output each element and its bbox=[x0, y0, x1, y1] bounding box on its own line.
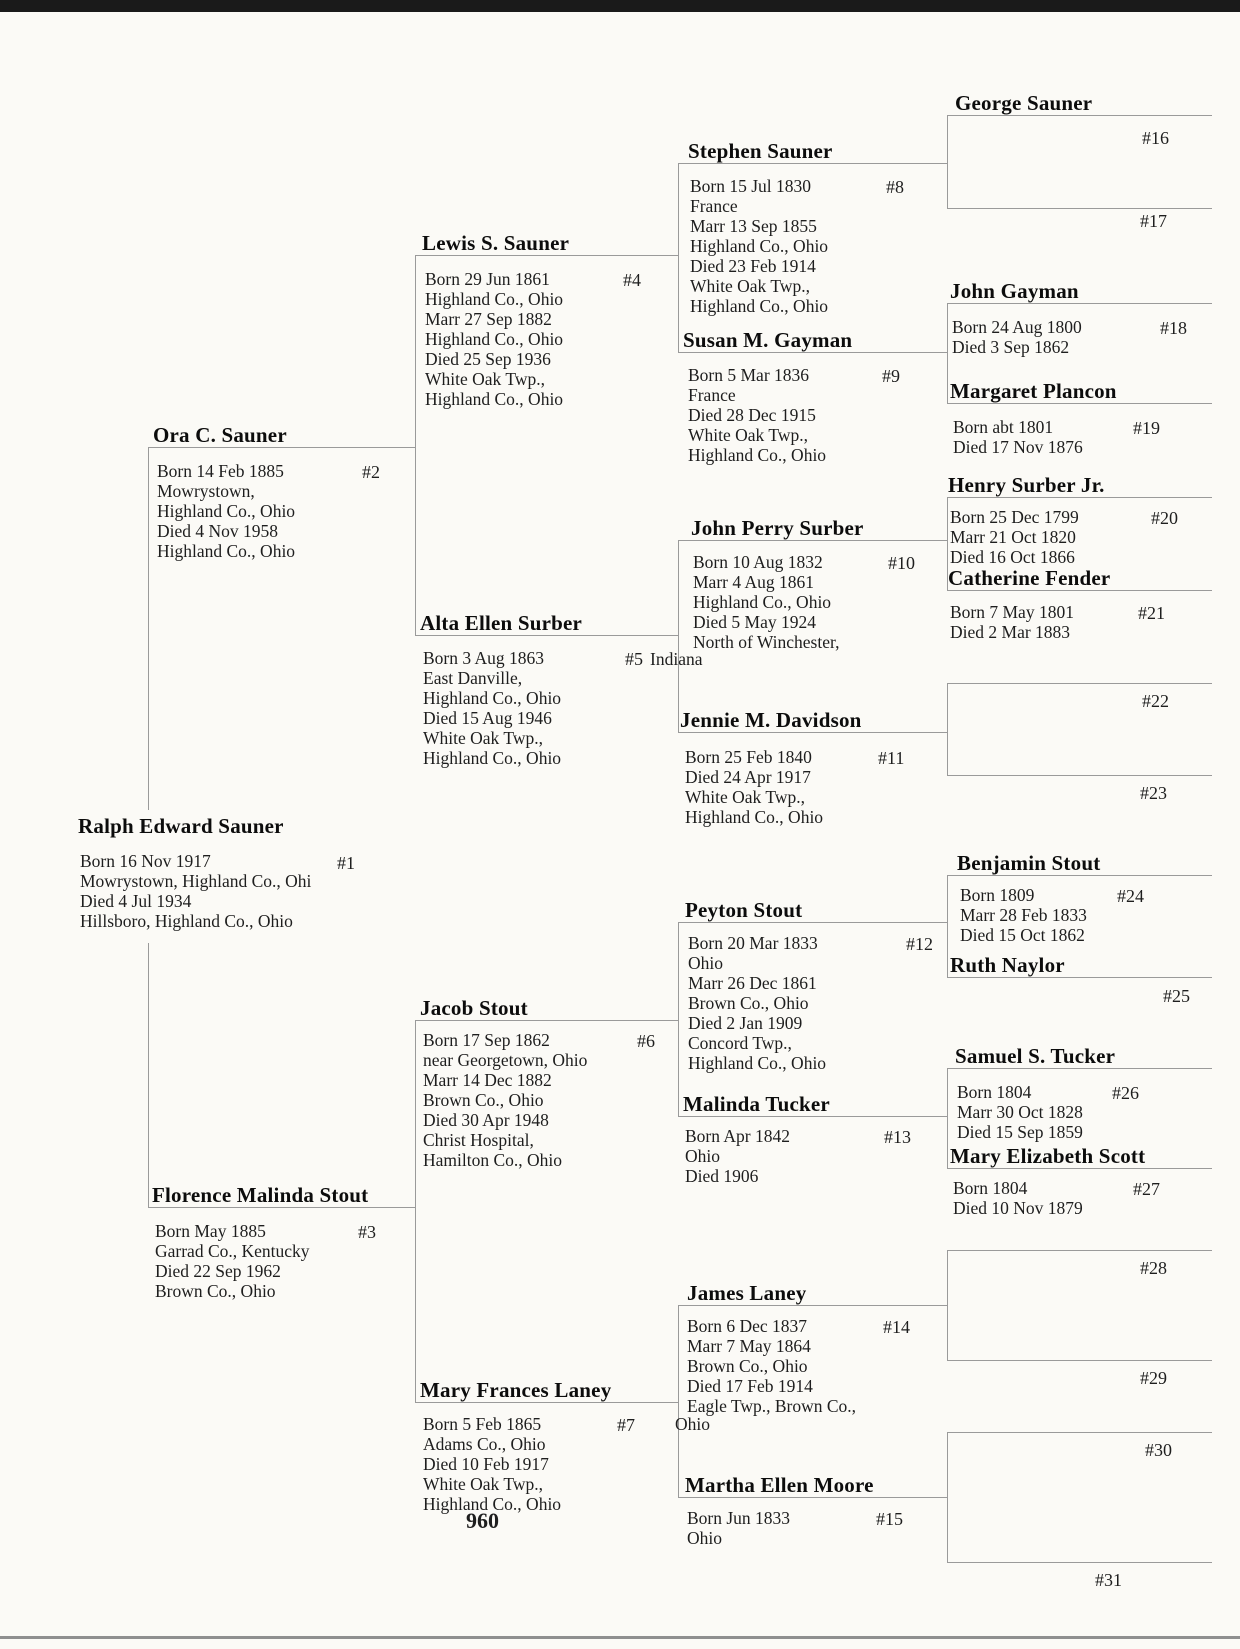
person-details: Ohio bbox=[675, 1414, 710, 1434]
person-number: #29 bbox=[1140, 1368, 1167, 1388]
tree-line bbox=[415, 1020, 416, 1402]
person-number: #3 bbox=[358, 1222, 376, 1242]
person-number: #28 bbox=[1140, 1258, 1167, 1278]
tree-line bbox=[947, 1432, 948, 1562]
person-details: Born 20 Mar 1833 Ohio Marr 26 Dec 1861 Brown Co., Ohio Died 2 Jan 1909 Concord Twp., Highland Co., Ohio bbox=[688, 933, 827, 1073]
tree-line bbox=[947, 1562, 1212, 1563]
person-number: #30 bbox=[1145, 1440, 1172, 1460]
person-details: Born 6 Dec 1837 Marr 7 May 1864 Brown Co., Ohio Died 17 Feb 1914 Eagle Twp., Brown Co., bbox=[687, 1316, 857, 1416]
person-details: Born Jun 1833 Ohio bbox=[687, 1508, 791, 1548]
person-details: Born 1809 Marr 28 Feb 1833 Died 15 Oct 1862 bbox=[960, 885, 1087, 945]
person-name: Florence Malinda Stout bbox=[152, 1183, 369, 1207]
person-details: Born 29 Jun 1861 Highland Co., Ohio Marr 27 Sep 1882 Highland Co., Ohio Died 25 Sep 1936 White Oak Twp., Highland Co., Ohio bbox=[425, 269, 564, 409]
tree-line bbox=[947, 1250, 1212, 1251]
person-number: #7 bbox=[617, 1415, 635, 1435]
person-name: Ruth Naylor bbox=[950, 953, 1065, 977]
person-name: John Gayman bbox=[950, 279, 1079, 303]
tree-line bbox=[678, 922, 679, 1116]
person-name: Mary Elizabeth Scott bbox=[950, 1144, 1146, 1168]
person-number: #24 bbox=[1117, 886, 1144, 906]
person-name: Ralph Edward Sauner bbox=[78, 814, 284, 838]
person-name: Peyton Stout bbox=[685, 898, 803, 922]
person-number: #8 bbox=[886, 177, 904, 197]
person-details: Born 15 Jul 1830 France Marr 13 Sep 1855 Highland Co., Ohio Died 23 Feb 1914 White Oak Twp., Highland Co., Ohio bbox=[690, 176, 829, 316]
tree-line bbox=[678, 540, 679, 732]
person-name: Lewis S. Sauner bbox=[422, 231, 570, 255]
person-number: #4 bbox=[623, 270, 641, 290]
page-number: 960 bbox=[466, 1508, 499, 1533]
person-name: Alta Ellen Surber bbox=[420, 611, 583, 635]
person-number: #2 bbox=[362, 462, 380, 482]
person-number: #21 bbox=[1138, 603, 1165, 623]
person-details: Born 7 May 1801 Died 2 Mar 1883 bbox=[950, 602, 1074, 642]
person-number: #10 bbox=[888, 553, 915, 573]
person-name: Margaret Plancon bbox=[950, 379, 1117, 403]
person-name: John Perry Surber bbox=[691, 516, 864, 540]
tree-line bbox=[947, 775, 1212, 776]
person-number: #13 bbox=[884, 1127, 911, 1147]
person-details: Born abt 1801 Died 17 Nov 1876 bbox=[953, 417, 1083, 457]
person-number: #18 bbox=[1160, 318, 1187, 338]
person-details: Born 14 Feb 1885 Mowrystown, Highland Co., Ohio Died 4 Nov 1958 Highland Co., Ohio bbox=[157, 461, 296, 561]
person-name: Martha Ellen Moore bbox=[685, 1473, 874, 1497]
person-name: Ora C. Sauner bbox=[153, 423, 287, 447]
person-name: Benjamin Stout bbox=[957, 851, 1101, 875]
tree-line bbox=[947, 303, 948, 403]
person-number: #16 bbox=[1142, 128, 1169, 148]
person-name: Henry Surber Jr. bbox=[948, 473, 1105, 497]
person-number: #27 bbox=[1133, 1179, 1160, 1199]
person-name: Jennie M. Davidson bbox=[680, 708, 862, 732]
tree-line bbox=[148, 943, 149, 1207]
person-number: #12 bbox=[906, 934, 933, 954]
person-details: Born 25 Dec 1799 Marr 21 Oct 1820 Died 16 Oct 1866 bbox=[950, 507, 1079, 567]
person-name: Malinda Tucker bbox=[683, 1092, 830, 1116]
person-number: #22 bbox=[1142, 691, 1169, 711]
person-number: #15 bbox=[876, 1509, 903, 1529]
person-number: #17 bbox=[1140, 211, 1167, 231]
person-number: #11 bbox=[878, 748, 905, 768]
tree-line bbox=[947, 115, 948, 208]
person-name: James Laney bbox=[687, 1281, 807, 1305]
tree-line bbox=[947, 208, 1212, 209]
person-number: #19 bbox=[1133, 418, 1160, 438]
person-name: Samuel S. Tucker bbox=[955, 1044, 1116, 1068]
tree-line bbox=[678, 1305, 679, 1497]
person-name: Catherine Fender bbox=[948, 566, 1111, 590]
person-number: #9 bbox=[882, 366, 900, 386]
tree-line bbox=[148, 447, 149, 810]
person-details: Born Apr 1842 Ohio Died 1906 bbox=[685, 1126, 790, 1186]
person-name: Stephen Sauner bbox=[688, 139, 833, 163]
person-name: Mary Frances Laney bbox=[420, 1378, 612, 1402]
tree-line bbox=[947, 1068, 948, 1168]
person-details: Born 1804 Marr 30 Oct 1828 Died 15 Sep 1859 bbox=[957, 1082, 1083, 1142]
person-details: Born 1804 Died 10 Nov 1879 bbox=[953, 1178, 1083, 1218]
person-number: #14 bbox=[883, 1317, 910, 1337]
person-details: Born 5 Mar 1836 France Died 28 Dec 1915 White Oak Twp., Highland Co., Ohio bbox=[688, 365, 827, 465]
tree-line bbox=[947, 1250, 948, 1360]
person-number: #20 bbox=[1151, 508, 1178, 528]
person-details: Born 3 Aug 1863 East Danville, Highland Co., Ohio Died 15 Aug 1946 White Oak Twp., Highland Co., Ohio bbox=[423, 648, 562, 768]
person-details: Born 16 Nov 1917 Mowrystown, Highland Co., Ohi Died 4 Jul 1934 Hillsboro, Highland Co., Ohio bbox=[80, 851, 312, 931]
person-name: George Sauner bbox=[955, 91, 1093, 115]
person-name: Susan M. Gayman bbox=[683, 328, 853, 352]
tree-line bbox=[947, 1432, 1212, 1433]
scan-edge-top bbox=[0, 0, 1240, 12]
person-number: #6 bbox=[637, 1031, 655, 1051]
person-number: #25 bbox=[1163, 986, 1190, 1006]
person-details: Born May 1885 Garrad Co., Kentucky Died 22 Sep 1962 Brown Co., Ohio bbox=[155, 1221, 310, 1301]
person-details: Born 17 Sep 1862 near Georgetown, Ohio Marr 14 Dec 1882 Brown Co., Ohio Died 30 Apr 1948 Christ Hospital, Hamilton Co., Ohio bbox=[423, 1030, 588, 1170]
person-number: #1 bbox=[337, 853, 355, 873]
person-name: Jacob Stout bbox=[420, 996, 528, 1020]
scan-edge-bottom bbox=[0, 1636, 1240, 1639]
person-details: Indiana bbox=[650, 649, 703, 669]
tree-line bbox=[947, 683, 948, 775]
person-details: Born 10 Aug 1832 Marr 4 Aug 1861 Highland Co., Ohio Died 5 May 1924 North of Winchester, bbox=[693, 552, 840, 652]
person-details: Born 5 Feb 1865 Adams Co., Ohio Died 10 Feb 1917 White Oak Twp., Highland Co., Ohio bbox=[423, 1414, 562, 1514]
tree-line bbox=[678, 163, 679, 352]
person-details: Born 24 Aug 1800 Died 3 Sep 1862 bbox=[952, 317, 1082, 357]
person-number: #23 bbox=[1140, 783, 1167, 803]
tree-line bbox=[947, 875, 948, 977]
person-number: #31 bbox=[1095, 1570, 1122, 1590]
person-details: Born 25 Feb 1840 Died 24 Apr 1917 White Oak Twp., Highland Co., Ohio bbox=[685, 747, 824, 827]
person-number: #5 bbox=[625, 649, 643, 669]
tree-line bbox=[415, 255, 416, 635]
person-number: #26 bbox=[1112, 1083, 1139, 1103]
tree-line bbox=[947, 683, 1212, 684]
tree-line bbox=[947, 1360, 1212, 1361]
